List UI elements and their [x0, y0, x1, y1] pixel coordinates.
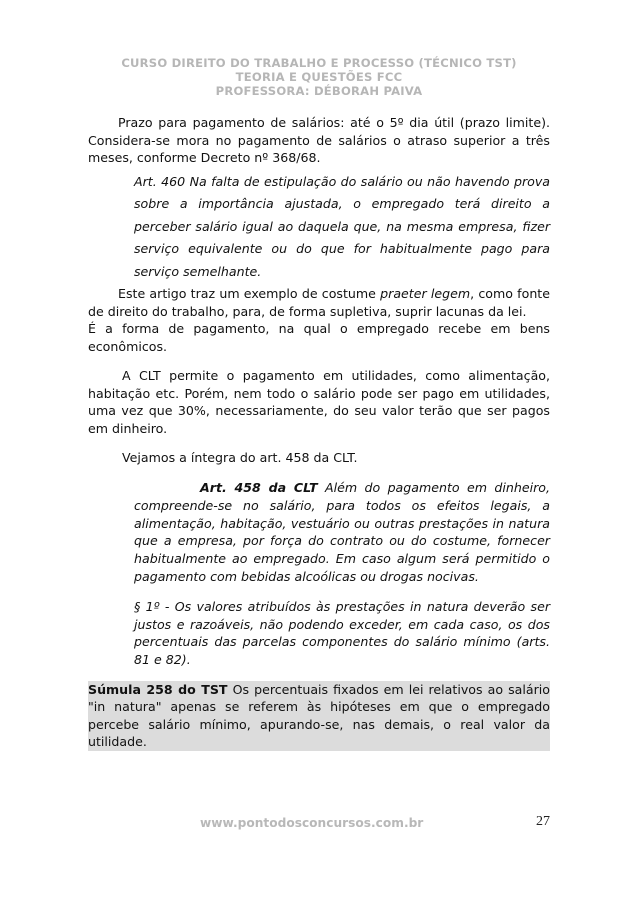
art-458-label: Art. 458 da CLT	[200, 479, 318, 495]
footer-url: www.pontodosconcursos.com.br	[200, 816, 424, 830]
art-458-text: Além do pagamento em dinheiro, compreende-se no salário, para todos os efeitos legais, a alimentação, habitação, vestuário ou outras prestações in natura que a empresa, por força do contrato ou do costume, fornecer habitualmente ao empregado. Em caso algum será permitido o pagamento com bebidas alcoólicas ou drogas nocivas.	[134, 479, 550, 584]
paragraph-costume-text: Este artigo traz um exemplo de costume	[118, 286, 381, 302]
header-professor: PROFESSORA: DÉBORAH PAIVA	[215, 84, 423, 98]
paragraph-clt-utilidades: A CLT permite o pagamento em utilidades, como alimentação, habitação etc. Porém, nem todo o salário pode ser pago em utilidades, uma vez que 30%, necessariamente, do seu valor terão que ser pagos em dinheiro.	[88, 368, 550, 436]
header-subtitle: TEORIA E QUESTÕES FCC	[235, 70, 403, 84]
quote-art-458	[134, 479, 550, 586]
paragraph-vejamos: Vejamos a íntegra do art. 458 da CLT.	[122, 450, 358, 466]
page-number: 27	[536, 814, 550, 829]
paragraph-prazo: Prazo para pagamento de salários: até o 5º dia útil (prazo limite). Considera-se mora no pagamento de salários o atraso superior a três meses, conforme Decreto nº 368/68.	[88, 115, 550, 165]
sumula-258-label: Súmula 258 do TST	[88, 681, 228, 697]
paragraph-costume-italic: praeter legem	[380, 286, 471, 302]
paragraph-costume-rest: , como fonte de direito do trabalho, para, de forma supletiva, suprir lacunas da lei.	[88, 286, 550, 319]
header-course-title: CURSO DIREITO DO TRABALHO E PROCESSO (TÉCNICO TST)	[121, 56, 517, 70]
paragraph-forma-pagamento: É a forma de pagamento, na qual o empregado recebe em bens econômicos.	[88, 321, 550, 354]
paragraph-costume	[88, 285, 550, 320]
sumula-258-highlight	[88, 681, 550, 751]
document-body	[88, 114, 550, 751]
page-header	[0, 56, 638, 98]
sumula-258-text: Os percentuais fixados em lei relativos ao salário "in natura" apenas se referem às hipóteses em que o empregado percebe salário mínimo, apurando-se, nas demais, o real valor da utilidade.	[88, 681, 550, 750]
quote-art-460: Art. 460 Na falta de estipulação do salário ou não havendo prova sobre a importância ajustada, o empregado terá direito a perceber salário igual ao daquela que, na mesma empresa, fizer serviço equivalente ou do que for habitualmente pago para serviço semelhante.	[134, 173, 550, 279]
quote-paragrafo-1: § 1º - Os valores atribuídos às prestações in natura deverão ser justos e razoáveis, não podendo exceder, em cada caso, os dos percentuais das parcelas componentes do salário mínimo (arts. 81 e 82).	[134, 598, 550, 668]
